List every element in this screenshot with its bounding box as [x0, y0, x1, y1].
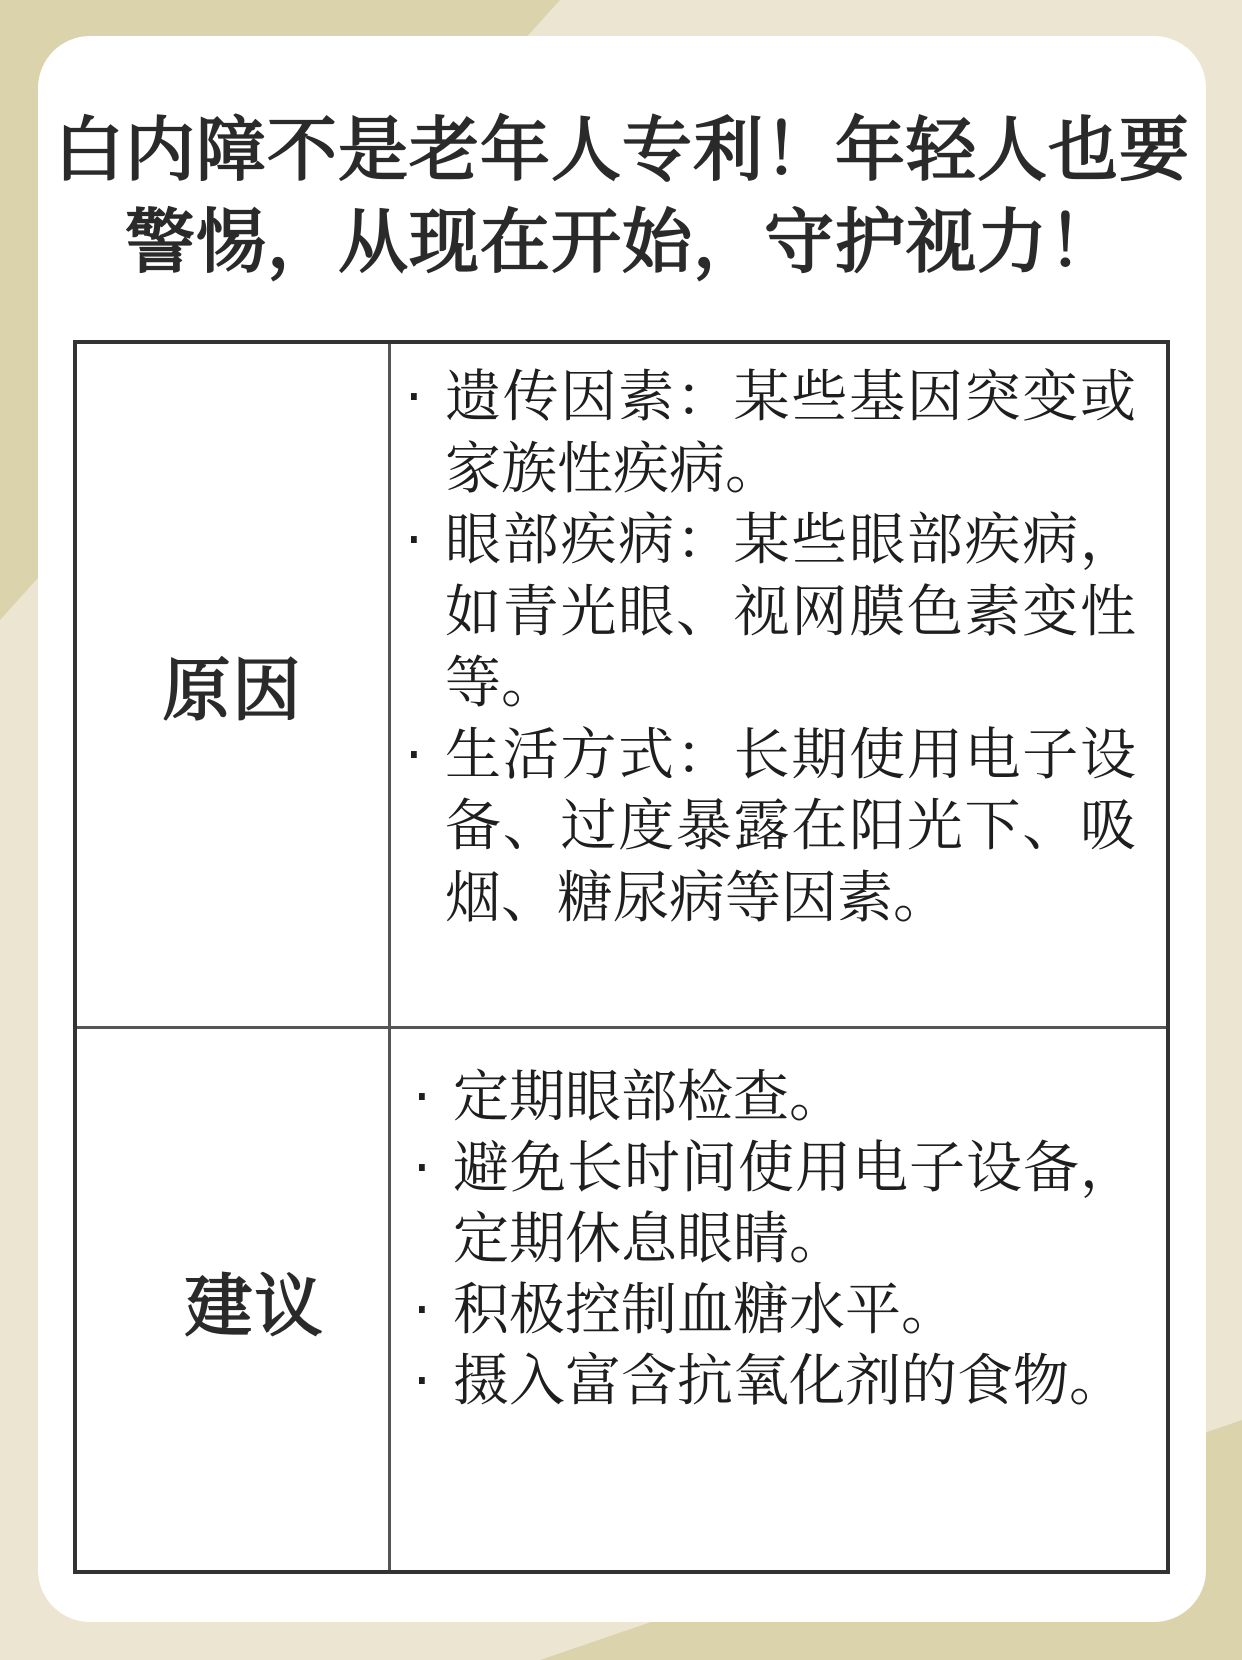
list-item-text: 生活方式：长期使用电子设备、过度暴露在阳光下、吸烟、糖尿病等因素。 [445, 722, 1136, 931]
list-item-text: 遗传因素：某些基因突变或家族性疾病。 [445, 365, 1136, 502]
bullet-dot: · [413, 1349, 431, 1414]
list-item-text: 积极控制血糖水平。 [453, 1278, 957, 1343]
list-item-text: 避免长时间使用电子设备，定期休息眼睛。 [453, 1136, 1136, 1272]
list-item [391, 362, 1136, 505]
list-item [391, 505, 1136, 720]
bullet-dot: · [413, 1136, 431, 1201]
title-line-1: 白内障不是老年人专利！年轻人也要 [54, 109, 1190, 191]
list-item [391, 1275, 1136, 1346]
bullet-dot: · [405, 722, 423, 788]
bullet-dot: · [413, 1065, 431, 1130]
reasons-list [391, 362, 1166, 934]
bullet-dot: · [405, 365, 423, 430]
list-item-text: 定期眼部检查。 [453, 1065, 845, 1130]
title-line-2: 警惕，从现在开始，守护视力！ [125, 201, 1119, 283]
list-item-text: 眼部疾病：某些眼部疾病，如青光眼、视网膜色素变性等。 [445, 508, 1136, 716]
bullet-dot: · [413, 1278, 431, 1343]
list-item [391, 1133, 1136, 1275]
advice-list [391, 1062, 1166, 1417]
advice-label: 建议 [184, 1268, 325, 1347]
list-item-text: 摄入富含抗氧化剂的食物。 [453, 1349, 1125, 1414]
bullet-dot: · [405, 508, 423, 573]
reasons-label: 原因 [162, 651, 303, 731]
list-item [391, 1346, 1136, 1417]
list-item [391, 720, 1136, 935]
list-item [391, 1062, 1136, 1133]
page-title [38, 104, 1206, 288]
info-table [73, 340, 1170, 1574]
